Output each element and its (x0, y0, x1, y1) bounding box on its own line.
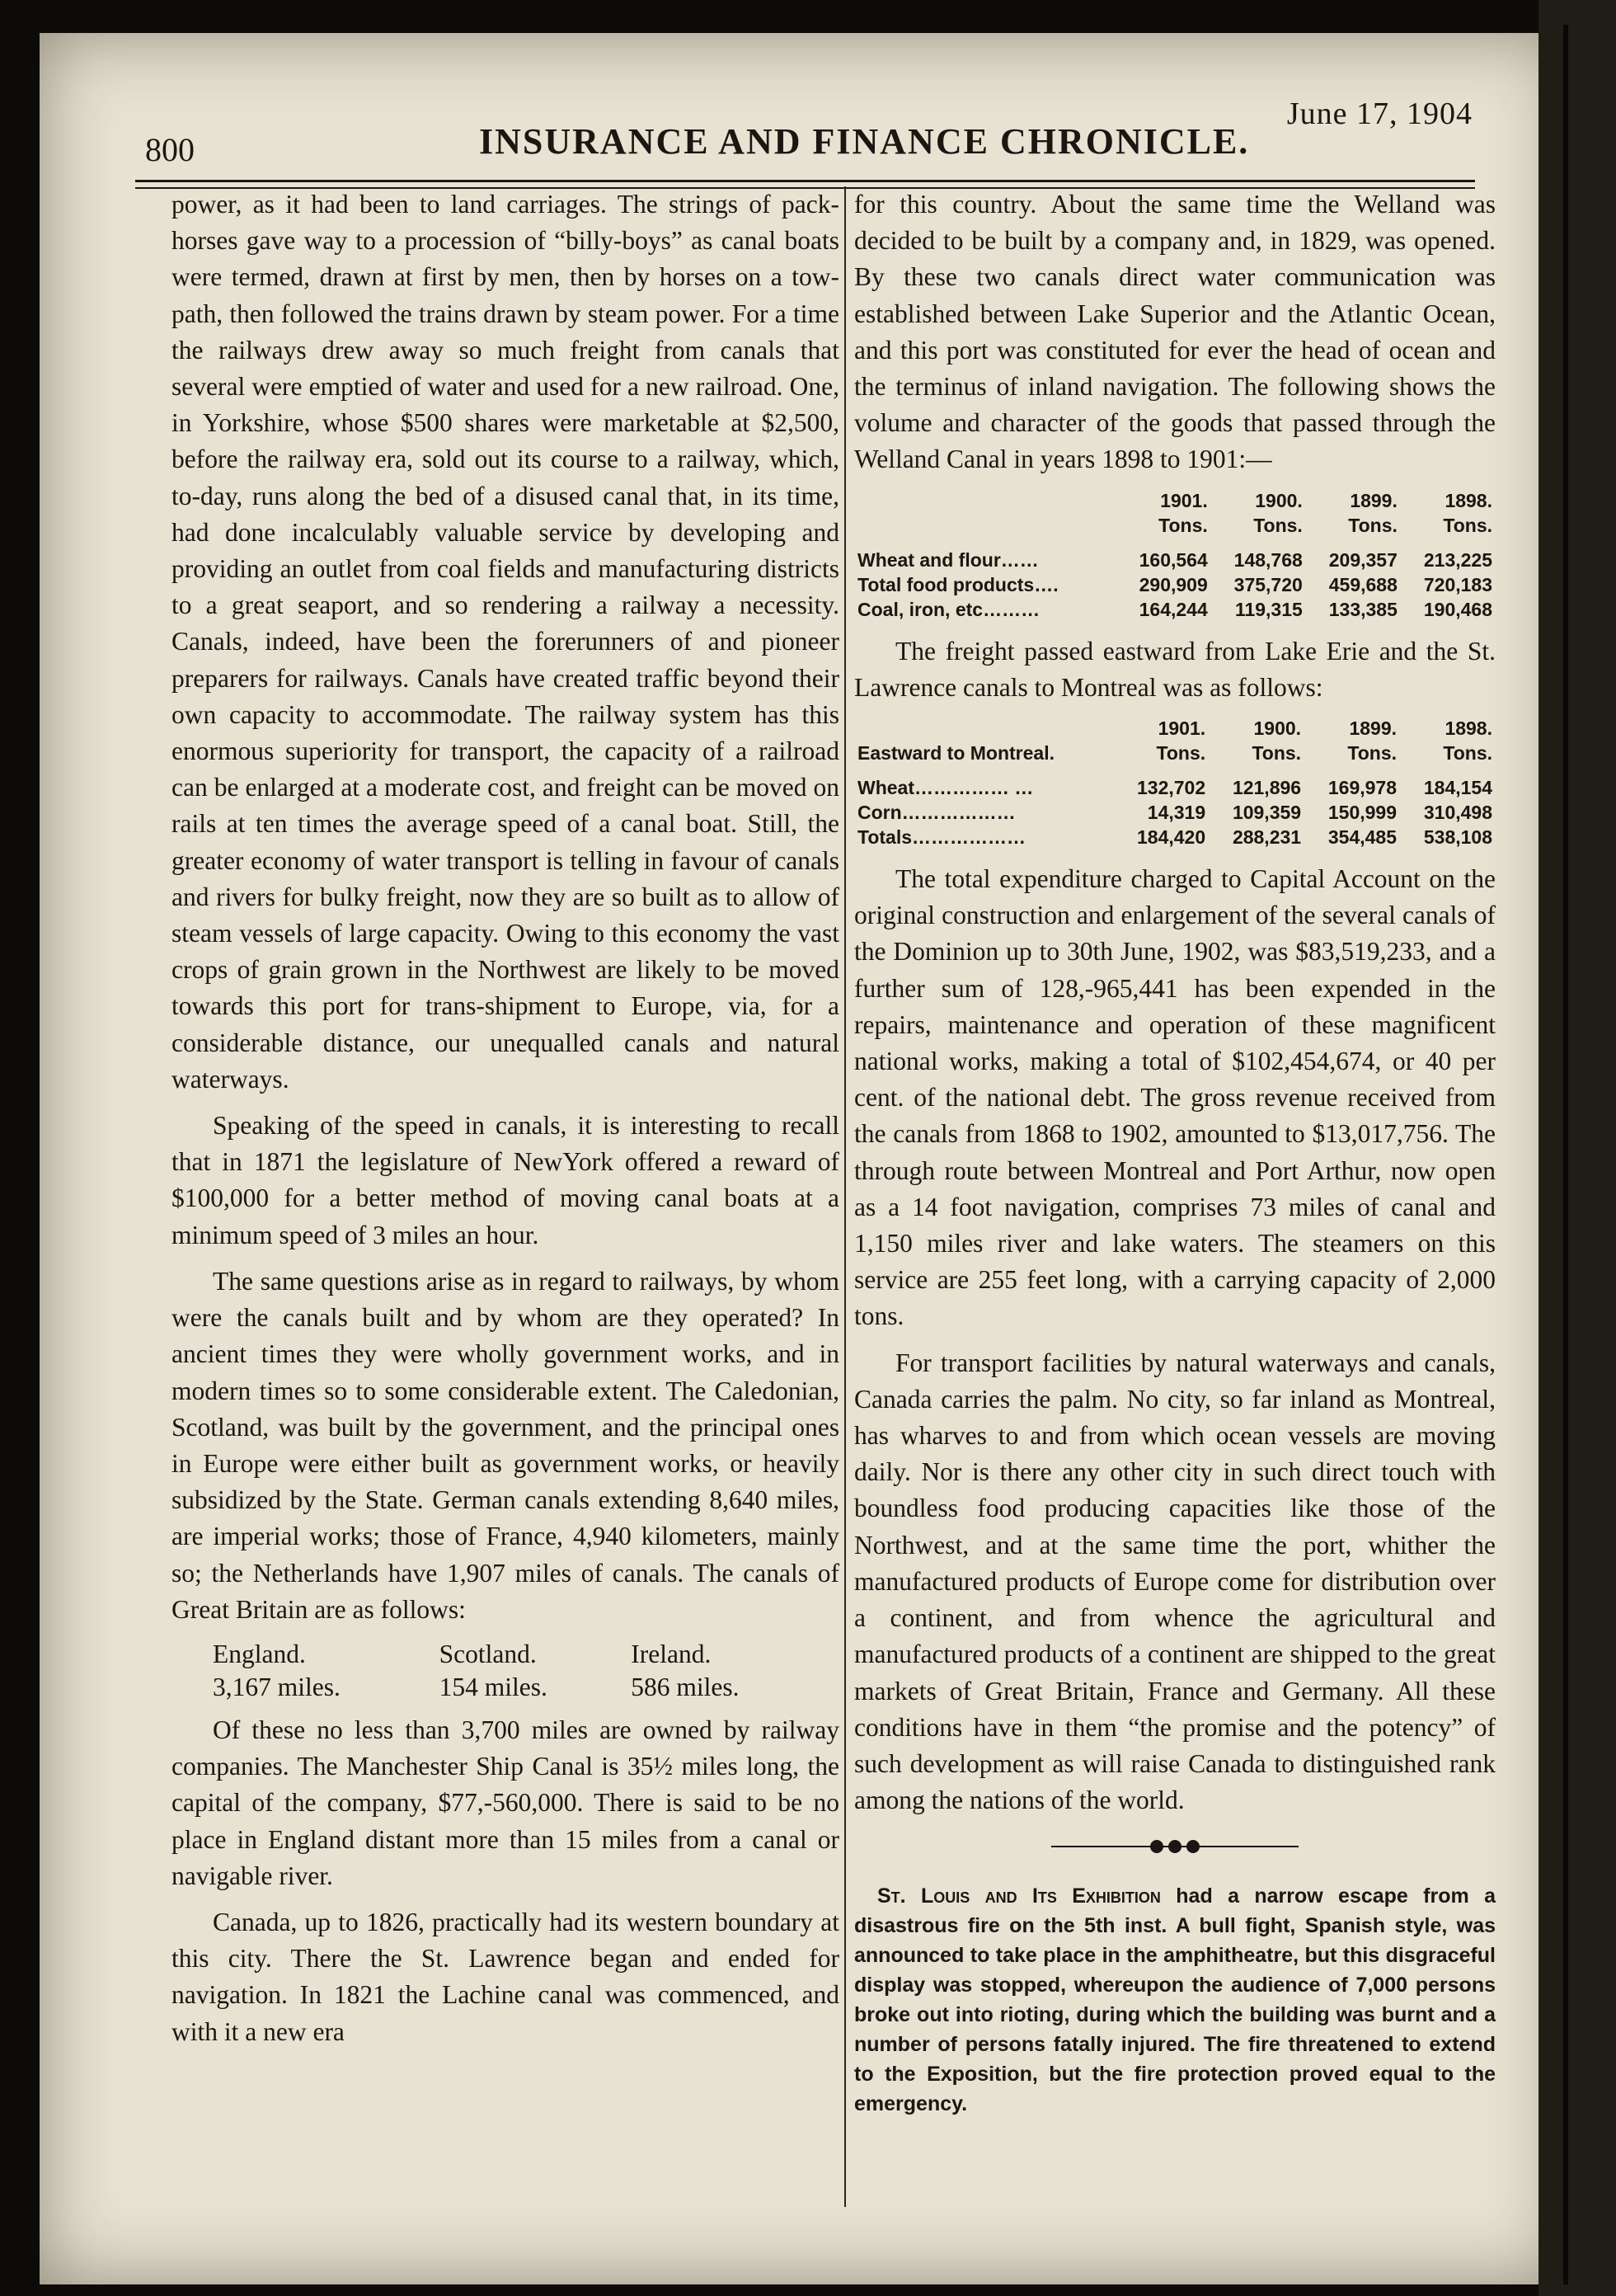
paragraph: for this country. About the same time the Welland was decided to be built by a company and, in 1829, was opened. By these two canals direct water communication was established between Lake Superior and the Atlantic Ocean, and this port was constituted for ever the head of ocean and the terminus of inland navigation. The following shows the volume and character of the goods that passed through the Welland Canal in years 1898 to 1901:— (854, 190, 1496, 474)
table-cell: 354,485 (1327, 826, 1398, 849)
table-cell: 148,768 (1233, 548, 1303, 571)
year-header: 1900. (1253, 718, 1302, 740)
table-cell: 375,720 (1233, 573, 1303, 595)
unit-header: Tons. (1156, 742, 1206, 765)
issue-date: June 17, 1904 (1286, 96, 1473, 131)
canal-length: 3,167 miles. (213, 1672, 341, 1701)
paragraph: For transport facilities by natural waterways and canals, Canada carries the palm. No city, so far inland as Montreal, has wharves to and from which ocean vessels are moving daily. Nor is there any other city in such direct touch with boundless food producing capacities like those of the Northwest, and at the same time the port, whither the manufactured products of Europe come for distribution over a continent, and from whence the agricultural and manufactured products of a continent are shipped to the great markets of Great Britain, France and Germany. All these conditions have in them “the promise and the potency” of such development as will raise Canada to distinguished rank among the nations of the world. (854, 1348, 1496, 1815)
unit-header: Tons. (1347, 742, 1398, 765)
table-cell: 132,702 (1137, 777, 1206, 799)
paragraph: Of these no less than 3,700 miles are owned by railway companies. The Manchester Ship Canal is 35½ miles long, the capital of the company, $77,-560,000. There is said to be no place in England distant more than 15 miles from a canal or navigable river. (171, 1715, 839, 1890)
paragraph: The total expenditure charged to Capital Account on the original construction and enlargement of the several canals of the Dominion up to 30th June, 1902, was $83,519,233, and a further sum of 128,-965,441 has been expended in the repairs, maintenance and operation of these magnificent national works, making a total of $102,454,674, or 40 per cent. of the national debt. The gross revenue received from the canals from 1868 to 1902, amounted to $13,017,756. The through route between Montreal and Port Arthur, now open as a 14 foot navigation, comprises 73 miles of canal and 1,150 miles river and lake waters. The steamers on this service are 255 feet long, with a carrying capacity of 2,000 tons. (854, 864, 1496, 1331)
canal-lengths-table (213, 1638, 823, 1704)
table-cell: 459,688 (1328, 573, 1398, 595)
year-header: 1898. (1445, 489, 1492, 511)
year-header: 1900. (1255, 489, 1303, 511)
year-header: 1899. (1350, 489, 1398, 511)
row-label: Coal, iron, etc……… (857, 598, 1041, 620)
paragraph: The same questions arise as in regard to railways, by whom were the canals built and by whom are they operated? In ancient times they were wholly government works, and in modern times so to some considerable extent. The Caledonian, Scotland, was built by the government, and the principal ones in Europe were either built as government works, or heavily subsidized by the State. German canals extending 8,640 miles, are imperial works; those of France, 4,940 kilometers, mainly so; the Netherlands have 1,907 miles of canals. The canals of Great Britain are as follows: (171, 1266, 839, 1624)
table-cell: 133,385 (1328, 598, 1398, 620)
paragraph: power, as it had been to land carriages. The strings of pack-horses gave way to a procession of “billy-boys” as canal boats were termed, drawn at first by men, then by horses on a tow-path, then followed the trains drawn by steam power. For a time the railways drew away so much freight from canals that several were emptied of water and used for a new railroad. One, in Yorkshire, whose $500 shares were marketable at $2,500, before the railway era, sold out its course to a railway, which, to-day, runs along the bed of a disused canal that, in its time, had done incalculably valuable service by developing and providing an outlet from coal fields and manufacturing districts to a great seaport, and so rendering a railway a necessity. Canals, indeed, have been the forerunners of and pioneer preparers for railways. Canals have created traffic beyond their own capacity to accommodate. The railway system has this enormous superiority for transport, the capacity of a railroad can be enlarged at a moderate cost, and freight can be moved on rails at ten times the average speed of a canal boat. Still, the greater economy of water transport is telling in favour of canals and rivers for bulky freight, now they are so built as to allow of steam vessels of large capacity. Owing to this economy the vast crops of grain grown in the Northwest are likely to be moved towards this port for trans-shipment to Europe, via, for a considerable distance, our unequalled canals and natural waterways. (171, 190, 839, 1094)
table-cell: 290,909 (1139, 573, 1208, 595)
row-label: Totals……………… (857, 826, 1026, 849)
unit-header: Tons. (1443, 742, 1492, 765)
table-cell: 288,231 (1232, 826, 1302, 849)
table-cell: 109,359 (1232, 802, 1302, 824)
table-cell: 160,564 (1139, 548, 1208, 571)
paragraph: Canada, up to 1826, practically had its western boundary at this city. There the St. Lawrence began and ended for navigation. In 1821 the Lachine canal was commenced, and with it a new era (171, 1907, 839, 2046)
table-cell: 184,154 (1423, 777, 1492, 799)
table-cell: 119,315 (1234, 598, 1303, 620)
table-cell: 538,108 (1423, 826, 1492, 849)
row-header: Eastward to Montreal. (857, 742, 1055, 765)
column-divider (844, 186, 846, 2207)
left-column (171, 186, 839, 2060)
table-cell: 209,357 (1328, 548, 1398, 571)
table-cell: 169,978 (1327, 777, 1398, 799)
unit-header: Tons. (1348, 514, 1398, 536)
table-cell: 213,225 (1423, 548, 1492, 571)
canal-length: 154 miles. (439, 1672, 547, 1701)
notice-body: had a narrow escape from a disastrous fire on the 5th inst. A bull fight, Spanish style, was announced to take place in the amphitheatre, but this disgraceful display was stopped, whereupon the audience of 7,000 persons broke out into rioting, during which the building was burnt and a number of persons fatally injured. The fire threatened to extend to the Exposition, but the fire protection proved equal to the emergency. (854, 1884, 1496, 2116)
table-row (854, 572, 1496, 597)
paragraph: Speaking of the speed in canals, it is interesting to recall that in 1871 the legislature of NewYork offered a reward of $100,000 for a better method of moving canal boats at a minimum speed of 3 miles an hour. (171, 1111, 839, 1249)
table-row (854, 775, 1496, 800)
table-cell: 310,498 (1423, 802, 1492, 824)
row-label: Corn……………… (857, 802, 1016, 824)
table-row (854, 825, 1496, 849)
table-cell: 14,319 (1147, 802, 1206, 824)
table-cell: 150,999 (1327, 802, 1398, 824)
notice-lead: St. Louis and Its Exhibition (877, 1884, 1161, 1908)
unit-header: Tons. (1158, 514, 1208, 536)
country-heading: Scotland. (439, 1639, 537, 1668)
row-label: Total food products…. (857, 573, 1059, 595)
year-header: 1901. (1158, 718, 1206, 740)
unit-header: Tons. (1253, 514, 1303, 536)
row-label: Wheat and flour…… (857, 548, 1039, 571)
unit-header: Tons. (1252, 742, 1302, 765)
year-header: 1899. (1349, 718, 1398, 740)
section-ornament (1051, 1837, 1299, 1856)
welland-canal-table (854, 488, 1496, 622)
page-header (145, 92, 1473, 168)
right-column (854, 186, 1496, 2129)
table-row (854, 800, 1496, 825)
country-heading: England. (213, 1639, 306, 1668)
table-cell: 190,468 (1423, 598, 1492, 620)
news-notice (854, 1881, 1496, 2119)
table-cell: 720,183 (1423, 573, 1492, 595)
eastward-freight-table (854, 716, 1496, 849)
year-header: 1898. (1445, 718, 1492, 740)
table-cell: 121,896 (1232, 777, 1302, 799)
binding-gutter (1538, 0, 1616, 2296)
table-cell: 184,420 (1137, 826, 1206, 849)
unit-header: Tons. (1443, 514, 1492, 536)
table-cell: 164,244 (1139, 598, 1208, 620)
country-heading: Ireland. (631, 1639, 712, 1668)
paragraph: The freight passed eastward from Lake Erie and the St. Lawrence canals to Montreal was as follows: (854, 636, 1496, 702)
page-number: 800 (145, 131, 195, 168)
canal-length: 586 miles. (631, 1672, 740, 1701)
journal-title: INSURANCE AND FINANCE CHRONICLE. (479, 121, 1250, 162)
binding-edge (1563, 25, 1568, 2284)
row-label: Wheat…………… … (857, 777, 1034, 799)
table-row (854, 548, 1496, 572)
year-header: 1901. (1160, 489, 1208, 511)
table-row (854, 597, 1496, 622)
